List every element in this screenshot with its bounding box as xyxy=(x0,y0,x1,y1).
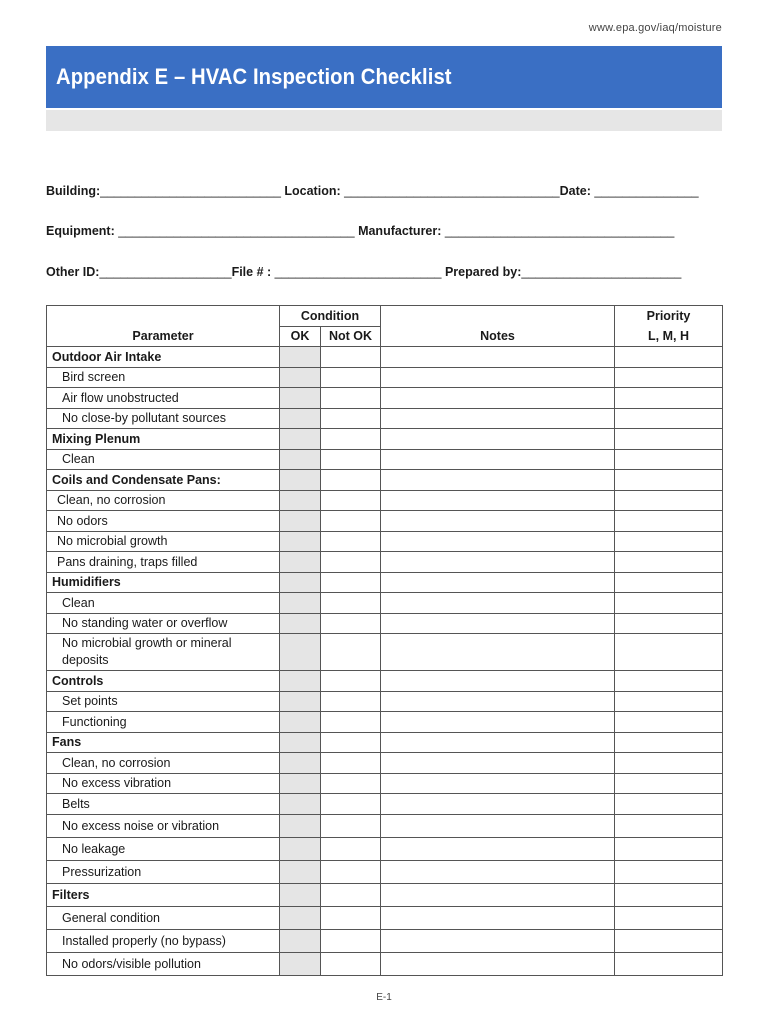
checklist-row xyxy=(47,753,723,774)
location-label: Location: xyxy=(280,184,341,198)
priority-cell[interactable] xyxy=(615,794,723,815)
priority-cell[interactable] xyxy=(615,773,723,794)
not-ok-cell[interactable] xyxy=(321,860,381,883)
parameter-cell: Pans draining, traps filled xyxy=(47,552,280,573)
section-row xyxy=(47,732,723,753)
ok-cell[interactable] xyxy=(280,572,321,593)
parameter-cell: No close-by pollutant sources xyxy=(47,408,280,429)
notes-cell[interactable] xyxy=(381,837,615,860)
prepared-by-label: Prepared by: xyxy=(441,265,522,279)
section-row xyxy=(47,883,723,906)
equipment-label: Equipment: xyxy=(46,224,115,238)
not-ok-header: Not OK xyxy=(321,326,381,347)
parameter-cell: Clean xyxy=(47,449,280,470)
parameter-cell: Fans xyxy=(47,732,280,753)
not-ok-cell[interactable] xyxy=(321,929,381,952)
checklist-row xyxy=(47,712,723,733)
notes-cell[interactable] xyxy=(381,347,615,368)
priority-cell[interactable] xyxy=(615,634,723,671)
notes-cell[interactable] xyxy=(381,712,615,733)
section-row xyxy=(47,347,723,368)
ok-cell[interactable] xyxy=(280,883,321,906)
notes-cell[interactable] xyxy=(381,773,615,794)
checklist-row xyxy=(47,388,723,409)
parameter-cell: Filters xyxy=(47,883,280,906)
ok-cell[interactable] xyxy=(280,388,321,409)
date-blank[interactable]: _______________ xyxy=(590,184,699,198)
notes-cell[interactable] xyxy=(381,511,615,532)
ok-cell[interactable] xyxy=(280,449,321,470)
parameter-cell: Set points xyxy=(47,691,280,712)
ok-cell[interactable] xyxy=(280,929,321,952)
parameter-cell: Controls xyxy=(47,671,280,692)
notes-cell[interactable] xyxy=(381,572,615,593)
priority-cell[interactable] xyxy=(615,511,723,532)
parameter-cell: No odors/visible pollution xyxy=(47,952,280,975)
checklist-row xyxy=(47,906,723,929)
notes-cell[interactable] xyxy=(381,794,615,815)
parameter-cell: Functioning xyxy=(47,712,280,733)
checklist-row xyxy=(47,593,723,614)
title-banner xyxy=(46,46,722,108)
other-id-blank[interactable]: ___________________ xyxy=(99,265,232,279)
equipment-line xyxy=(46,224,722,238)
checklist-row xyxy=(47,929,723,952)
header-row-2 xyxy=(47,326,723,347)
ok-cell[interactable] xyxy=(280,906,321,929)
ok-cell[interactable] xyxy=(280,593,321,614)
not-ok-cell[interactable] xyxy=(321,470,381,491)
notes-cell[interactable] xyxy=(381,860,615,883)
not-ok-cell[interactable] xyxy=(321,429,381,450)
checklist-row xyxy=(47,511,723,532)
section-row xyxy=(47,470,723,491)
priority-cell[interactable] xyxy=(615,449,723,470)
notes-cell[interactable] xyxy=(381,634,615,671)
priority-cell[interactable] xyxy=(615,906,723,929)
not-ok-cell[interactable] xyxy=(321,593,381,614)
checklist-row xyxy=(47,408,723,429)
ok-cell[interactable] xyxy=(280,367,321,388)
checklist-row xyxy=(47,552,723,573)
notes-cell[interactable] xyxy=(381,429,615,450)
priority-cell[interactable] xyxy=(615,490,723,511)
building-label: Building: xyxy=(46,184,101,198)
ok-cell[interactable] xyxy=(280,860,321,883)
priority-cell[interactable] xyxy=(615,712,723,733)
notes-cell[interactable] xyxy=(381,367,615,388)
not-ok-cell[interactable] xyxy=(321,952,381,975)
parameter-cell: No microbial growth or mineral deposits xyxy=(47,634,280,671)
parameter-cell: Clean xyxy=(47,593,280,614)
checklist-row xyxy=(47,531,723,552)
page-title: Appendix E – HVAC Inspection Checklist xyxy=(56,64,452,89)
ok-cell[interactable] xyxy=(280,952,321,975)
priority-header: Priority xyxy=(615,306,723,327)
not-ok-cell[interactable] xyxy=(321,572,381,593)
parameter-cell: No odors xyxy=(47,511,280,532)
parameter-cell: Clean, no corrosion xyxy=(47,490,280,511)
priority-cell[interactable] xyxy=(615,593,723,614)
parameter-cell: Bird screen xyxy=(47,367,280,388)
notes-cell[interactable] xyxy=(381,552,615,573)
checklist-row xyxy=(47,773,723,794)
condition-header: Condition xyxy=(280,306,381,327)
not-ok-cell[interactable] xyxy=(321,408,381,429)
ok-cell[interactable] xyxy=(280,347,321,368)
parameter-header-top xyxy=(47,306,280,327)
notes-cell[interactable] xyxy=(381,470,615,491)
other-id-line xyxy=(46,265,722,279)
not-ok-cell[interactable] xyxy=(321,732,381,753)
ok-cell[interactable] xyxy=(280,794,321,815)
ok-cell[interactable] xyxy=(280,531,321,552)
parameter-cell: Air flow unobstructed xyxy=(47,388,280,409)
not-ok-cell[interactable] xyxy=(321,773,381,794)
parameter-cell: Outdoor Air Intake xyxy=(47,347,280,368)
parameter-cell: Installed properly (no bypass) xyxy=(47,929,280,952)
notes-cell[interactable] xyxy=(381,952,615,975)
checklist-row xyxy=(47,814,723,837)
priority-cell[interactable] xyxy=(615,552,723,573)
not-ok-cell[interactable] xyxy=(321,691,381,712)
priority-cell[interactable] xyxy=(615,613,723,634)
date-label: Date: xyxy=(559,184,591,198)
parameter-cell: No leakage xyxy=(47,837,280,860)
building-blank[interactable]: __________________________ xyxy=(100,184,281,198)
ok-cell[interactable] xyxy=(280,613,321,634)
notes-cell[interactable] xyxy=(381,593,615,614)
gray-divider-bar xyxy=(46,110,722,131)
priority-cell[interactable] xyxy=(615,814,723,837)
notes-header-top xyxy=(381,306,615,327)
ok-cell[interactable] xyxy=(280,671,321,692)
parameter-cell: No excess noise or vibration xyxy=(47,814,280,837)
notes-cell[interactable] xyxy=(381,753,615,774)
not-ok-cell[interactable] xyxy=(321,794,381,815)
parameter-cell: No excess vibration xyxy=(47,773,280,794)
priority-cell[interactable] xyxy=(615,531,723,552)
equipment-blank[interactable]: __________________________________ xyxy=(114,224,355,238)
notes-cell[interactable] xyxy=(381,408,615,429)
page-number: E-1 xyxy=(376,992,392,1003)
priority-cell[interactable] xyxy=(615,883,723,906)
not-ok-cell[interactable] xyxy=(321,671,381,692)
not-ok-cell[interactable] xyxy=(321,712,381,733)
ok-cell[interactable] xyxy=(280,634,321,671)
parameter-cell: Pressurization xyxy=(47,860,280,883)
not-ok-cell[interactable] xyxy=(321,490,381,511)
parameter-cell: No standing water or overflow xyxy=(47,613,280,634)
checklist-row xyxy=(47,634,723,671)
priority-cell[interactable] xyxy=(615,572,723,593)
checklist-row xyxy=(47,952,723,975)
priority-cell[interactable] xyxy=(615,470,723,491)
not-ok-cell[interactable] xyxy=(321,613,381,634)
ok-cell[interactable] xyxy=(280,773,321,794)
not-ok-cell[interactable] xyxy=(321,511,381,532)
not-ok-cell[interactable] xyxy=(321,753,381,774)
priority-cell[interactable] xyxy=(615,929,723,952)
notes-header: Notes xyxy=(381,326,615,347)
notes-cell[interactable] xyxy=(381,613,615,634)
not-ok-cell[interactable] xyxy=(321,367,381,388)
priority-cell[interactable] xyxy=(615,732,723,753)
ok-cell[interactable] xyxy=(280,552,321,573)
parameter-cell: No microbial growth xyxy=(47,531,280,552)
parameter-cell: General condition xyxy=(47,906,280,929)
priority-cell[interactable] xyxy=(615,347,723,368)
checklist-row xyxy=(47,613,723,634)
not-ok-cell[interactable] xyxy=(321,531,381,552)
checklist-row xyxy=(47,837,723,860)
notes-cell[interactable] xyxy=(381,490,615,511)
building-line xyxy=(46,184,722,198)
file-blank[interactable]: ________________________ xyxy=(271,265,442,279)
ok-cell[interactable] xyxy=(280,511,321,532)
priority-cell[interactable] xyxy=(615,860,723,883)
parameter-cell: Humidifiers xyxy=(47,572,280,593)
epa-url[interactable]: www.epa.gov/iaq/moisture xyxy=(588,22,722,34)
priority-cell[interactable] xyxy=(615,837,723,860)
priority-cell[interactable] xyxy=(615,388,723,409)
not-ok-cell[interactable] xyxy=(321,837,381,860)
parameter-cell: Mixing Plenum xyxy=(47,429,280,450)
ok-cell[interactable] xyxy=(280,753,321,774)
section-row xyxy=(47,429,723,450)
not-ok-cell[interactable] xyxy=(321,552,381,573)
priority-cell[interactable] xyxy=(615,691,723,712)
section-row xyxy=(47,671,723,692)
checklist-row xyxy=(47,794,723,815)
ok-header: OK xyxy=(280,326,321,347)
priority-cell[interactable] xyxy=(615,408,723,429)
prepared-by-blank[interactable]: _______________________ xyxy=(521,265,682,279)
notes-cell[interactable] xyxy=(381,929,615,952)
not-ok-cell[interactable] xyxy=(321,634,381,671)
notes-cell[interactable] xyxy=(381,388,615,409)
ok-cell[interactable] xyxy=(280,732,321,753)
notes-cell[interactable] xyxy=(381,671,615,692)
header-row-1 xyxy=(47,306,723,327)
notes-cell[interactable] xyxy=(381,883,615,906)
location-blank[interactable]: _______________________________ xyxy=(340,184,560,198)
checklist-row xyxy=(47,490,723,511)
notes-cell[interactable] xyxy=(381,531,615,552)
ok-cell[interactable] xyxy=(280,470,321,491)
not-ok-cell[interactable] xyxy=(321,449,381,470)
notes-cell[interactable] xyxy=(381,691,615,712)
priority-cell[interactable] xyxy=(615,429,723,450)
checklist-row xyxy=(47,860,723,883)
ok-cell[interactable] xyxy=(280,490,321,511)
not-ok-cell[interactable] xyxy=(321,883,381,906)
not-ok-cell[interactable] xyxy=(321,388,381,409)
not-ok-cell[interactable] xyxy=(321,347,381,368)
not-ok-cell[interactable] xyxy=(321,814,381,837)
parameter-cell: Clean, no corrosion xyxy=(47,753,280,774)
priority-cell[interactable] xyxy=(615,952,723,975)
priority-cell[interactable] xyxy=(615,367,723,388)
file-label: File # : xyxy=(231,265,272,279)
ok-cell[interactable] xyxy=(280,408,321,429)
other-id-label: Other ID: xyxy=(46,265,100,279)
inspection-table xyxy=(46,305,723,976)
manufacturer-label: Manufacturer: xyxy=(354,224,442,238)
checklist-body xyxy=(47,347,723,976)
checklist-row xyxy=(47,691,723,712)
not-ok-cell[interactable] xyxy=(321,906,381,929)
ok-cell[interactable] xyxy=(280,837,321,860)
priority-cell[interactable] xyxy=(615,753,723,774)
priority-cell[interactable] xyxy=(615,671,723,692)
parameter-cell: Belts xyxy=(47,794,280,815)
parameter-cell: Coils and Condensate Pans: xyxy=(47,470,280,491)
checklist-row xyxy=(47,367,723,388)
notes-cell[interactable] xyxy=(381,814,615,837)
ok-cell[interactable] xyxy=(280,691,321,712)
notes-cell[interactable] xyxy=(381,906,615,929)
notes-cell[interactable] xyxy=(381,449,615,470)
section-row xyxy=(47,572,723,593)
ok-cell[interactable] xyxy=(280,712,321,733)
notes-cell[interactable] xyxy=(381,732,615,753)
checklist-row xyxy=(47,449,723,470)
ok-cell[interactable] xyxy=(280,814,321,837)
lmh-header: L, M, H xyxy=(615,326,723,347)
ok-cell[interactable] xyxy=(280,429,321,450)
parameter-header: Parameter xyxy=(47,326,280,347)
manufacturer-blank[interactable]: _________________________________ xyxy=(441,224,675,238)
